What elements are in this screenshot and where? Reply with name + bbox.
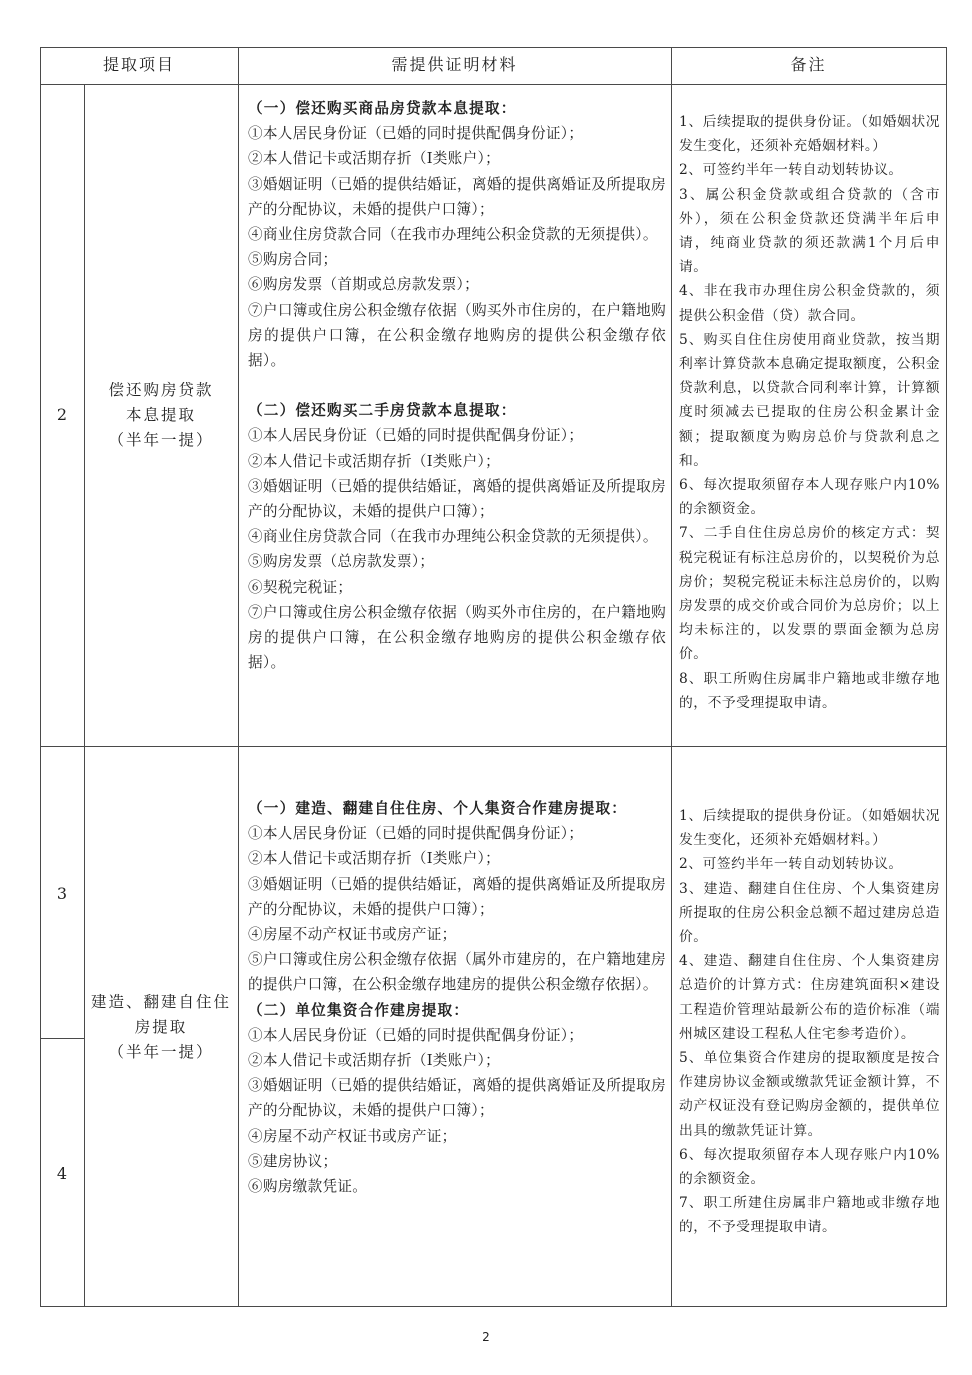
row-2-remarks xyxy=(679,110,940,715)
row-3-materials xyxy=(248,796,666,1199)
item-column-divider xyxy=(238,47,239,1307)
row-3-remarks xyxy=(679,804,940,1240)
remark-item: 5、单位集资合作建房的提取额度是按合作建房协议金额或缴款凭证金额计算，不动产权证没有登记购房金额的，提供单位出具的缴款凭证计算。 xyxy=(679,1050,940,1139)
remark-item: 1、后续提取的提供身份证。（如婚姻状况发生变化，还须补充婚姻材料。） xyxy=(679,808,940,849)
materials-item: ②本人借记卡或活期存折（I类账户）； xyxy=(248,452,500,470)
row-number-2: 2 xyxy=(56,405,68,424)
materials-item: ⑤购房发票（总房款发票）； xyxy=(248,553,435,571)
header-remarks: 备注 xyxy=(790,55,827,74)
materials-item: ⑥购房缴款凭证。 xyxy=(248,1178,368,1196)
materials-item: ⑦户口簿或住房公积金缴存依据（购买外市住房的，在户籍地购房的提供户口簿，在公积金缴存地购房的提供公积金缴存依据）。 xyxy=(248,603,666,672)
materials-item: ①本人居民身份证（已婚的同时提供配偶身份证）； xyxy=(248,1026,584,1044)
header-bottom-border xyxy=(40,84,947,85)
materials-item: ⑥契税完税证； xyxy=(248,578,353,596)
row-2-item-line: 本息提取 xyxy=(125,406,196,424)
row-2-item xyxy=(84,378,238,453)
materials-spacer xyxy=(248,373,666,398)
row-2-materials xyxy=(248,96,666,675)
remark-item: 7、二手自住住房总房价的核定方式：契税完税证有标注总房价的，以契税价为总房价；契税完税证未标注总房价的，以购房发票的成交价或合同价为总房价；以上均未标注的，以发票的票面金额为总房价。 xyxy=(679,525,940,663)
materials-item: ④房屋不动产权证书或房产证； xyxy=(248,926,457,944)
row-3-item-line: 建造、翻建自住住 xyxy=(90,993,231,1011)
remark-item: 5、购买自住住房使用商业贷款，按当期利率计算贷款本息确定提取额度，公积金贷款利息，以贷款合同利率计算，计算额度时须减去已提取的住房公积金累计金额；提取额度为购房总价与贷款利息之和。 xyxy=(679,331,940,469)
page-number: 2 xyxy=(482,1330,490,1344)
materials-item: ④商业住房贷款合同（在我市办理纯公积金贷款的无须提供）。 xyxy=(248,528,658,546)
remark-item: 3、建造、翻建自住住房、个人集资建房所提取的住房公积金总额不超过建房总造价。 xyxy=(679,880,940,946)
remark-item: 6、每次提取须留存本人现存账户内10%的余额资金。 xyxy=(679,477,940,518)
header-item: 提取项目 xyxy=(102,55,175,74)
materials-item: ①本人居民身份证（已婚的同时提供配偶身份证）； xyxy=(248,825,584,843)
header-materials: 需提供证明材料 xyxy=(391,55,518,74)
materials-item: ①本人居民身份证（已婚的同时提供配偶身份证）； xyxy=(248,427,584,445)
remark-item: 2、可签约半年一转自动划转协议。 xyxy=(679,162,903,179)
remark-item: 2、可签约半年一转自动划转协议。 xyxy=(679,856,903,873)
remark-item: 8、职工所购住房属非户籍地或非缴存地的，不予受理提取申请。 xyxy=(679,670,940,711)
remark-item: 6、每次提取须留存本人现存账户内10%的余额资金。 xyxy=(679,1146,940,1188)
row-number-4: 4 xyxy=(56,1164,68,1183)
row-3-item-line: （半年一提） xyxy=(108,1043,214,1061)
materials-item: ③婚姻证明（已婚的提供结婚证，离婚的提供离婚证及所提取房产的分配协议，未婚的提供户口簿）； xyxy=(248,1077,666,1120)
materials-subheading: （二）单位集资合作建房提取： xyxy=(248,1001,470,1019)
materials-item: ⑦户口簿或住房公积金缴存依据（购买外市住房的，在户籍地购房的提供户口簿，在公积金缴存地购房的提供公积金缴存依据）。 xyxy=(248,301,666,370)
materials-item: ②本人借记卡或活期存折（I类账户）； xyxy=(248,150,500,168)
materials-item: ⑤户口簿或住房公积金缴存依据（属外市建房的，在户籍地建房的提供户口簿，在公积金缴存地建房的提供公积金缴存依据）。 xyxy=(248,951,666,994)
materials-item: ①本人居民身份证（已婚的同时提供配偶身份证）； xyxy=(248,125,584,143)
materials-item: ②本人借记卡或活期存折（I类账户）； xyxy=(248,850,500,868)
row-number-3: 3 xyxy=(56,884,68,903)
remark-item: 1、后续提取的提供身份证。（如婚姻状况发生变化，还须补充婚姻材料。） xyxy=(679,114,940,155)
materials-item: ⑤购房合同； xyxy=(248,251,338,269)
remark-item: 4、建造、翻建自住住房、个人集资建房总造价的计算方式：住房建筑面积×建设工程造价管理站最新公布的造价标准（端州城区建设工程私人住宅参考造价）。 xyxy=(679,953,940,1042)
materials-item: ③婚姻证明（已婚的提供结婚证，离婚的提供离婚证及所提取房产的分配协议，未婚的提供户口簿）； xyxy=(248,875,666,918)
materials-item: ③婚姻证明（已婚的提供结婚证，离婚的提供离婚证及所提取房产的分配协议，未婚的提供户口簿）； xyxy=(248,175,666,218)
remark-item: 4、非在我市办理住房公积金贷款的，须提供公积金借（贷）款合同。 xyxy=(679,283,940,324)
row-3-item xyxy=(84,990,238,1065)
materials-subheading: （二）偿还购买二手房贷款本息提取： xyxy=(248,402,517,420)
remark-item: 7、职工所建住房属非户籍地或非缴存地的，不予受理提取申请。 xyxy=(679,1195,940,1236)
materials-item: ⑤建房协议； xyxy=(248,1152,338,1170)
row-divider-2-3 xyxy=(40,746,947,747)
row-divider-3-4 xyxy=(40,1038,84,1039)
materials-subheading: （一）建造、翻建自住住房、个人集资合作建房提取： xyxy=(248,800,628,817)
remark-item: 3、属公积金贷款或组合贷款的（含市外），须在公积金贷款还贷满半年后申请，纯商业贷款的须还款满1个月后申请。 xyxy=(679,186,940,276)
table-left-border xyxy=(40,47,41,1307)
row-2-item-line: 偿还购房贷款 xyxy=(108,381,214,399)
number-column-divider xyxy=(84,84,85,1306)
table-right-border xyxy=(946,47,947,1307)
materials-item: ②本人借记卡或活期存折（I类账户）； xyxy=(248,1052,500,1070)
row-2-item-line: （半年一提） xyxy=(108,431,214,449)
materials-item: ④商业住房贷款合同（在我市办理纯公积金贷款的无须提供）。 xyxy=(248,226,658,244)
materials-item: ④房屋不动产权证书或房产证； xyxy=(248,1127,457,1145)
materials-item: ⑥购房发票（首期或总房款发票）； xyxy=(248,276,480,294)
materials-item: ③婚姻证明（已婚的提供结婚证，离婚的提供离婚证及所提取房产的分配协议，未婚的提供户口簿）； xyxy=(248,477,666,521)
table-bottom-border xyxy=(40,1306,947,1307)
materials-column-divider xyxy=(671,47,672,1307)
row-3-item-line: 房提取 xyxy=(134,1018,188,1036)
materials-subheading: （一）偿还购买商品房贷款本息提取： xyxy=(248,100,517,117)
